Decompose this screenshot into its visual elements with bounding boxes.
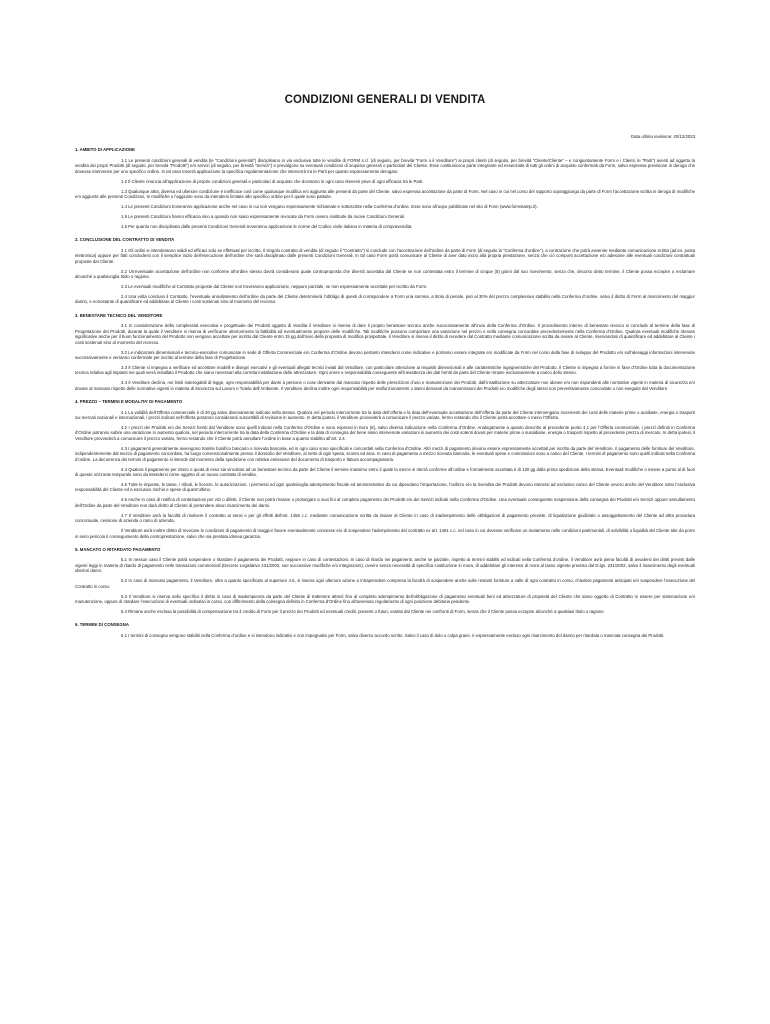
paragraph: 6.1 I termini di consegna vengono stabiliti nella Conferma d’ordine e si intendono indicativi e non impegnativi per Form, salvo diverso accordo scritto. Salvo il caso di dolo o colpa grave, è espressamente escluso ogni risarcimento del danno per ritardata o mancata consegna dei Prodotti. (121, 632, 665, 638)
section-heading: 6. TERMINI DI CONSEGNA (75, 622, 129, 628)
section-benestare (75, 313, 695, 391)
paragraph: 4.5 Tutte le imposte, le tasse, i tributi, le licenze, le autorizzazioni, i permessi ed ogni qualsivoglia adempimento fiscale ed amministrativo da cui dipendano l’importazione, l’utilizzo e/o la rivendita dei Prodotti devono ritenersi ad esclusivo carico del Cliente ovvero anche del Venditore sotto l’esclusiva responsabilità del Cliente ed a esclusivo rischio e spese di quest’ultimo. (75, 481, 695, 493)
section-conclusione (75, 237, 695, 304)
paragraph: 2.2 Un’eventuale accettazione dell’ordine non conforme all’ordine stesso dovrà considerarsi quale controproposta che diverrà accettata dal Cliente se non contestata entro il termine di cinque (5) giorni dal suo ricevimento, senza che, decorso detto termine, il Cliente possa eccepire o reclamare alcunché a qualsivoglia titolo o ragione. (75, 268, 695, 280)
paragraph: 3.1 In considerazione della complessità esecutiva e progettuale dei Prodotti oggetto di Vendita il Venditore si riserva di dare il proprio benestare tecnico anche successivamente all’invio della Conferma d’Ordine. Il procedimento interno di benestare tecnico si conclude al termine della fase di Progettazione dei Prodotti, durante la quale il Venditore si riserva di verificarne ulteriormente la fattibilità ed eventualmente proporre delle modifiche. Tali modifiche possono comportare una variazione nel prezzo e nella consegna concordate precedentemente nella Conferma d’Ordine. Qualora eventuali modifiche ritenute significative anche per il buon funzionamento del Prodotto non vengano accettate per iscritto dal Cliente entro 15 gg dall’invio della proposta di modifica prospettate, il Venditore si riserva il diritto di recedere dal Contratto mediante comunicazione scritta da inviare al Cliente, riservandosi di quantificare ed addebitare al Cliente i costi sostenuti sino al momento del recesso. (75, 323, 695, 345)
section-heading: 4. PREZZO – TERMINI E MODALITA’ DI PAGAMENTO (75, 399, 183, 405)
paragraph: 2.3 Le eventuali modifiche al Contratto proposte dal Cliente non troveranno applicazione, neppure parziale, se non espressamente accettate per iscritto da Form. (121, 284, 428, 290)
section-heading: 5. MANCATO O RITARDATO PAGAMENTO (75, 547, 161, 552)
paragraph: 3.2 Le indicazioni dimensionali e tecnico-esecutive comunicate in sede di Offerta Commerciale e/o Conferma d’Ordine devono pertanto intendersi come indicative e potranno essere integrate e/o modificate da Form nel corso della fase di sviluppo del Prodotto e/o sull’alesaggi informazioni intervenute successivamente e verranno confermate per iscritto al termine della fase di Progettazione. (75, 349, 695, 360)
section-prezzo (75, 399, 695, 539)
section-consegna (75, 622, 695, 638)
paragraph: 3.3 Il Cliente si impegna a verificare ed accettare modelli e disegni esecutivi e gli eventuali allegati tecnici inviati dal Venditore, con particolare attenzione ai requisiti dimensionali e alle caratteristiche ingegneristiche del Prodotto. Il Cliente si impegna a fornire in fase d’Ordine tutta la documentazione tecnica relativa agli impianti nei quali verrà installato il Prodotto che siano necessari alla corretta installazione delle attrezzature. Ogni onere e responsabilità conseguente all’inesattezza dei dati forniti da parte del Cliente rimane esclusivamente a carico dello stesso. (75, 364, 695, 376)
paragraph: 4.2 I prezzi dei Prodotti e/o dei Servizi forniti dal Venditore sono quelli indicati nella Conferma d’Ordine e sono espressi in Euro (€), salvo diversa indicazione nella Conferma d’Ordine. Analogamente a quanto descritto al precedente punto 4.1 per l’Offerta commerciale, i prezzi definiti in Conferma d’Ordine potranno subire una variazione in aumento qualora, nel periodo intercorrente tra la data della Conferma d’Ordine e la data di consegna del bene siano intervenute variazioni in aumento dei costi sotenti dovuti per materie prime o sussidiarie, energia o trasporti rispetto al precedente prezzo di mercato. In detta ipotesi, il Venditore provvederà a comunicare il prezzo variato, fermo restando che il Cliente potrà annullare l’ordine in base a quanto stabilito all’art. 2.4. (75, 424, 695, 441)
paragraph: 5.4 Rimane anche esclusa la possibilità di compensazione tra il credito di Form per il prezzo dei Prodotti ed eventuali crediti, presenti o futuri, vantati dal Cliente nei confronti di Form, senza che il Cliente possa eccepire alcunché a qualsiasi titolo o ragione. (121, 609, 605, 615)
paragraph: 5.2 In caso di mancato pagamento, il Venditore, oltre a quanto specificato al superiore 4.5, si riserva ogni ulteriore azione a intraprendere compresa la facoltà di sospendere anche sulle restanti forniture a valle di ogni contratto in corso, chiedere pagamenti anticipati e/o sospendere l’esecuzione del Contratto in corso. (75, 578, 695, 589)
paragraph: 1.1 Le presenti condizioni generali di vendita (le “Condizioni generali”) disciplinano in via esclusiva tutte le vendite di FORM s.r.l. (di seguito, per brevità “Form o il Venditore”) ai propri clienti (di seguito, per brevità “Cliente/Cliente” – e congiuntamente Form e i Clienti, le “Parti”) aventi ad oggetto la vendita dei propri Prodotti (di seguito, per brevità “Prodotti”) e/o servizi (di seguito, per brevità “Servizi”) e prevalgono su eventuali condizioni di acquisto generali o particolari del Cliente. Esse costituiscono parte integrante ed essenziale di tutti gli ordini di acquisto confermati da Form, salvo espressa previsione in deroga che dovesse intervenire per uno specifico ordine. In tal caso troverà applicazione la specifica regolamentazione che interverrà tra le Parti per quanto espressamente derogato. (75, 157, 695, 174)
paragraph: 4.3 I pagamenti generalmente avvengono tramite bonifico bancario o ricevuta bancaria, ed in ogni caso sono specificati e concordati nella Conferma d’Ordine. Altri mezzi di pagamento devono essere espressamente accettati per iscritto da parte del Venditore. Il pagamento delle forniture del Venditore, indipendentemente dal mezzo di pagamento concordato, ha luogo convenzionalmente presso il domicilio del Venditore, al netto di ogni spesa, sconto ed arca. In caso di pagamento a mezzo ricevuta bancaria, le eventuali spese e commissioni sono a carico del Cliente. I termini di pagamento sono quelli indicati nella Conferma d’ordine. La decorrenza dei termini di pagamento si intende dal momento della spedizione con relativa emissione del documento di trasporto e fattura accompagnatoria. (75, 445, 695, 462)
section-heading: 1. AMBITO DI APPLICAZIONE (75, 147, 136, 153)
paragraph: 3.4 Il Venditore declina, nei limiti inderogabili di legge, ogni responsabilità per danni a persone o cose derivante dal mancato rispetto delle prescrizioni d’uso e manutenzione dei Prodotti, dall’installazione su attrezzature non idonee e/o non rispondenti alle normative vigenti in materia di sicurezza e/o dovute al mancato rispetto delle normative vigenti in materia di Sicurezza sul Lavoro e Tutela dell’Ambiente. Il Venditore declina inoltre ogni responsabilità per malfunzionamenti o danni derivanti da manomissioni dei Prodotti e/o modifiche degli stessi non preventivamente concordate o non eseguite dal Venditore. (75, 380, 695, 391)
paragraph: 1.3 Qualunque altra, diversa ed ulteriore condizione è inefficace così come qualunque modifica e/o aggiunta alle presenti da parte del Cliente, salvo espressa accettazione da parte di Form. Nel caso in cui nel corso del rapporto sopraggiunga da parte di Form l’accettazione scritta in deroga di modifiche e/o aggiunte alle presenti Condizioni, le modifiche o l’aggiunte sono da intendersi limitate allo specifico ordine per il quale sono pattuite. (75, 188, 695, 200)
paragraph: 4.1 La validità dell’Offerta commerciale è di 30 gg salvo diversamente indicato nella stessa. Qualora nel periodo intercorrente tra la data dell’offerta e la data dell’eventuale accettazione dell’offerta da parte del Cliente intervengano incrementi dei costi delle materie prime o ausiliarie, energia o trasporti sui mercati nazionali e internazionali, i prezzi indicati nell’offerta potranno considerarsi suscettibili di revisione in aumento. In detta ipotesi, il Venditore provvederà a comunicare il prezzo variato, fermo restando che il Cliente potrà accettare o meno l’Offerta. (75, 409, 695, 420)
paragraph: 5.3 Il Venditore si riserva nello specifico il diritto in caso di inadempienza da parte del Cliente di trattenere altresì fino al completo adempimento dell’obbligazione di pagamento eventuali beni ed attrezzature di proprietà del Cliente che siano oggetto di Contratto in essere per sistemazione e/o manutenzione, oppure di ritardare l’esecuzione di eventuali ordinativi in corso, con differimento della consegna definita in Conferma d’Ordine fino all’avvenuto regolamento di ogni posizione debitoria pendente. (75, 593, 695, 605)
paragraph: 4.7 Il Venditore avrà la facoltà di risolvere il contratto ai sensi e per gli effetti dell’art. 1456 c.c. mediante comunicazione scritta da inviare al Cliente in caso di inadempimento delle obbligazioni di pagamento previste, di liquidazione giudiziale o assoggettamento del Cliente ad altra procedura concorsuale, cessione di azienda o ramo di azienda. (75, 512, 695, 524)
section-mancato-pagamento (75, 547, 695, 614)
paragraph: 4.6 Anche in caso di notifica di contestazioni per vizi o difetti, il Cliente non potrà rinviare o prolungare a suoi fini al completo pagamento dei Prodotti e/o dei Servizi indicati nella Conferma d’Ordine. Una eventuale conseguente sospensione della consegna dei Prodotti e/o Servizi oppure annullamento dell’Ordine da parte del Venditore non darà diritto al Cliente di pretendere alcun risarcimento dei danni. (75, 497, 695, 508)
paragraph: 1.6 Per quanto non disciplinato dalle presenti Condizioni Generali troveranno applicazione le norme del Codice civile italiano in materia di compravendita. (121, 224, 413, 230)
paragraph: 1.2 Il Cliente rinuncia all’applicazione di proprie condizioni generali e particolari di acquisto che dovranno in ogni caso ritenersi prive di ogni efficacia tra le Parti. (121, 178, 424, 184)
paragraph: Il Venditore avrà inoltre diritto di revocare le condizioni di pagamento di maggior favore eventualmente concesse e/o di sospendere l’adempimento del contratto ex art. 1461 c.c. nel caso in cui dovesse verificare un mutamento nelle condizioni patrimoniali, di solvibilità o liquidità del Cliente tale da porre in serio pericolo il conseguimento della controprestazione, salvo che sia prestata idonea garanzia. (75, 528, 695, 539)
paragraph: 5.1 In nessun caso il Cliente potrà sospendere o ritardare il pagamento dei Prodotti, neppure in caso di contestazioni. In caso di ritardo nei pagamenti, anche se parziale, rispetto ai termini stabiliti ed indicati nella Conferma d’ordine, il Venditore avrà piena facoltà di avvalersi dei diritti previsti dalle vigenti leggi in materia di ritardo di pagamento nelle transazioni commerciali (Decreto Legislativo 231/2002, sue successive modifiche e/o integrazioni), ovvero senza necessità di specifica costituzione in mora, di addebitare gli interessi di mora al tasso vigente previsto dal D.lgs. 231/2002, salvo il risarcimento degli eventuali ulteriori danni. (75, 557, 695, 574)
paragraph: 4.4 Qualora il pagamento per intero o quota di esso sia vincolato ad un benestare tecnico da parte del Cliente il termine massimo entro il quale la merce si riterrà conforme all’ordine e formalmente accettata è di 120 gg dalla prima spedizione della stessa. Eventuali modifiche o messe a punto al di fuori di questo orizzonte temporale sono da intendersi come oggetto di un nuovo contratto di vendita. (75, 466, 695, 477)
section-heading: 2. CONCLUSIONE DEL CONTRATTO DI VENDITA (75, 237, 175, 243)
document-title: CONDIZIONI GENERALI DI VENDITA (284, 94, 486, 106)
paragraph: 1.5 Le presenti Condizioni hanno efficacia sino a quando non siano espressamente revocate da Form ovvero sostituite da nuove Condizioni Generali. (121, 214, 406, 220)
paragraph: 1.4 Le presenti Condizioni troveranno applicazione anche nel caso in cui non vengano espressamente richiamate e sottoscritte nella Conferma d’ordine. Esse sono all’uopo pubblicate nel sito di Form (www.formstamp.it). (121, 204, 538, 210)
section-ambito (75, 147, 695, 229)
paragraph: 2.4 Una volta concluso il Contratto, l’eventuale annullamento dell’ordine da parte del Cliente determinerà l’obbligo di questi di corrispondere a Form una somma, a titolo di penale, pari al 30% del prezzo complessivo stabilito nella Conferma d’ordine, salvo il diritto di Form al risarcimento del maggior danno, e nonostante di quantificare ed addebitare al Cliente i costi sostenuti sino al momento del recesso. (75, 294, 695, 305)
revision-date: Data ultima revisione: 20/12/2023 (630, 134, 695, 139)
paragraph: 2.1 Gli ordini si intenderanno validi ed efficaci solo se effettuati per iscritto. Il singolo contratto di vendita (di seguito il “Contratto”) si conclude con l’accettazione dell’ordine da parte di Form (di seguito la “Conferma d’ordine”), a contrazione che potrà avvenire mediante comunicazione scritta (ad es. posta elettronica) oppure per fatti concludenti con il semplice inizio dell’esecuzione dell’ordine che sarà disciplinato dalle presenti Condizioni Generali. In tal caso Form potrà comunicare al Cliente di aver dato inizio alla propria prestazione, senza che ciò comporti accettazione e/o adesione alle eventuali condizioni contrattuali proposte dal Cliente. (75, 247, 695, 264)
section-heading: 3. BENESTARE TECNICO DEL VENDITORE (75, 312, 163, 318)
